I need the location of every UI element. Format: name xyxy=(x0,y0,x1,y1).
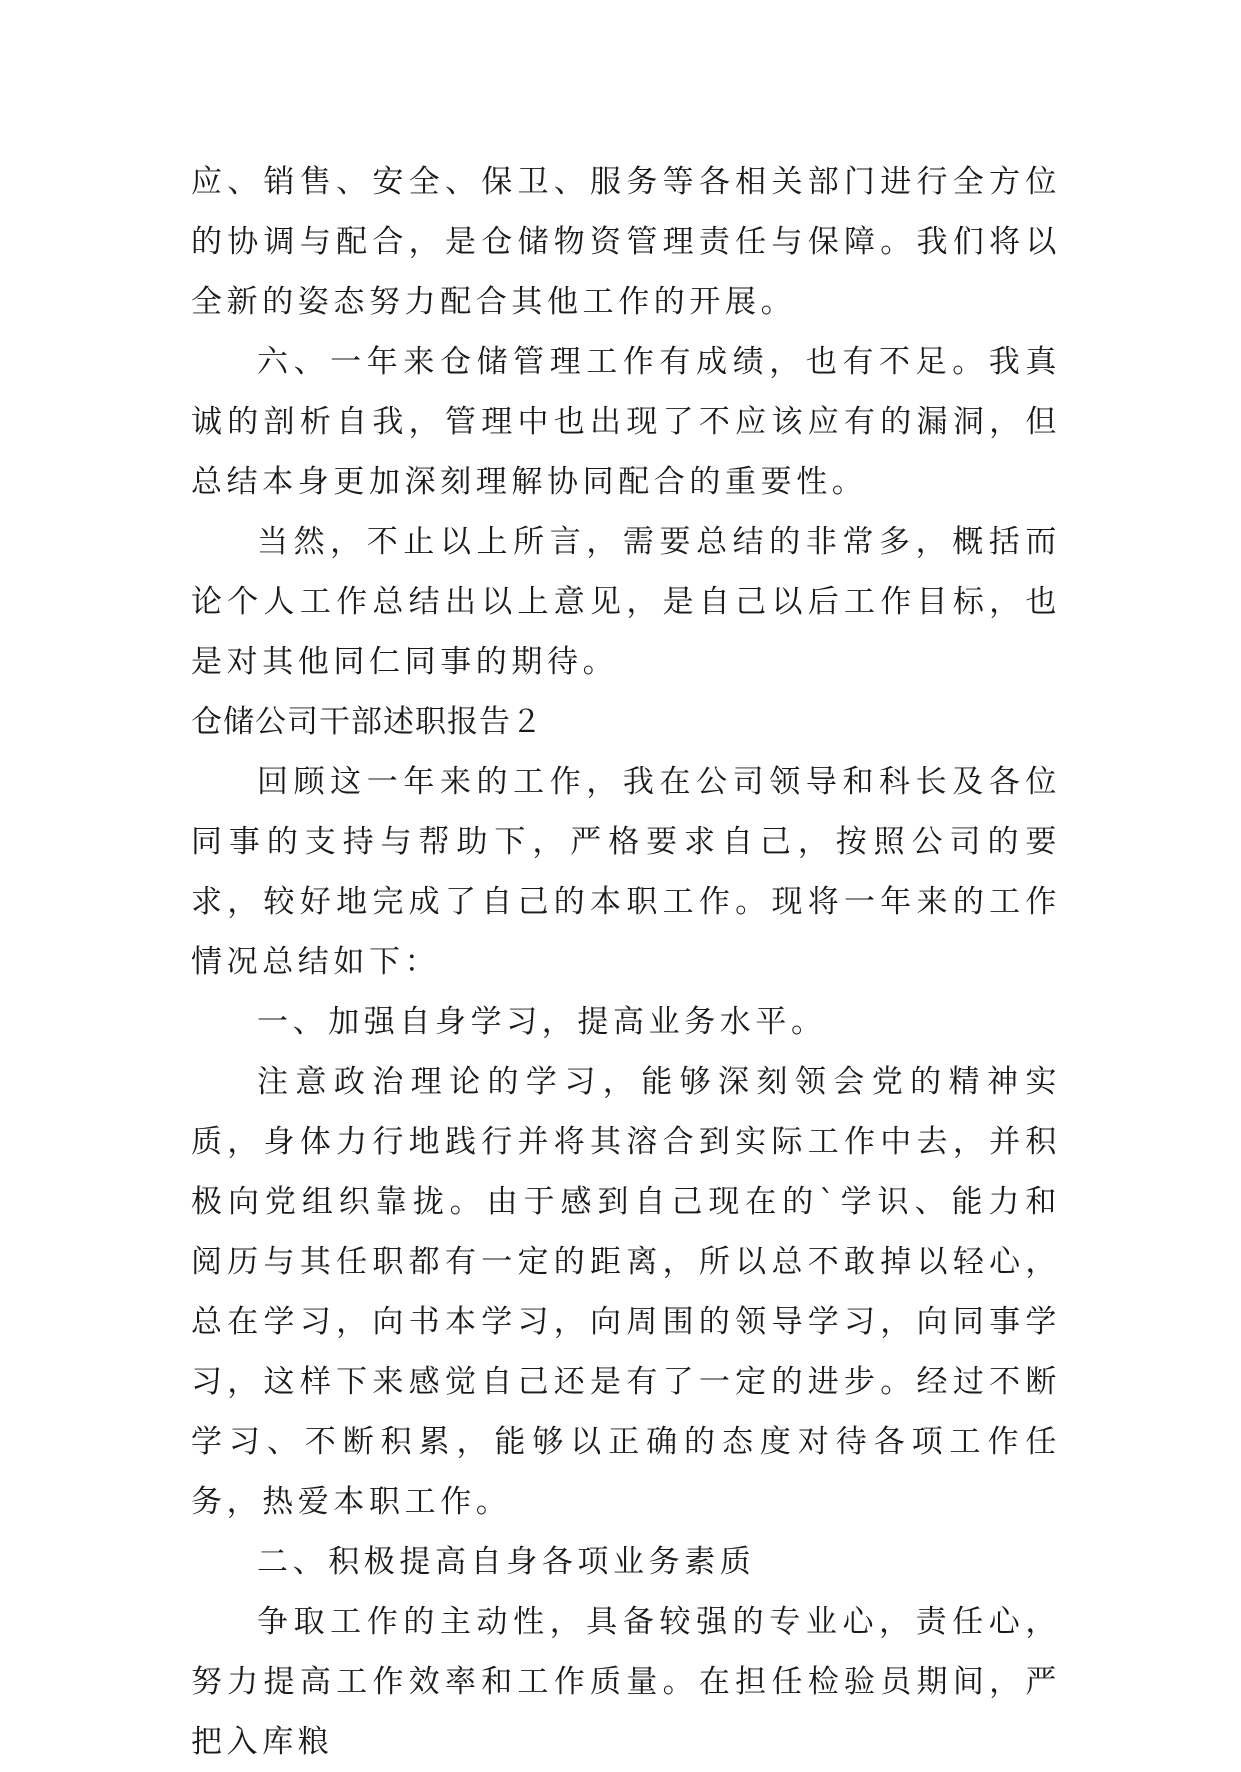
paragraph-section-six: 六、一年来仓储管理工作有成绩，也有不足。我真诚的剖析自我，管理中也出现了不应该应有的漏洞，但总结本身更加深刻理解协同配合的重要性。 xyxy=(191,344,1061,500)
section-heading-one: 一、加强自身学习，提高业务水平。 xyxy=(257,1004,827,1040)
paragraph-continuation: 应、销售、安全、保卫、服务等各相关部门进行全方位的协调与配合，是仓储物资管理责任与保障。我们将以全新的姿态努力配合其他工作的开展。 xyxy=(191,164,1061,320)
paragraph-closing: 当然，不止以上所言，需要总结的非常多，概括而论个人工作总结出以上意见，是自己以后工作目标，也是对其他同仁同事的期待。 xyxy=(191,524,1061,680)
document-body xyxy=(191,152,1061,1772)
section-heading-two: 二、积极提高自身各项业务素质 xyxy=(257,1544,756,1580)
paragraph-study: 注意政治理论的学习，能够深刻领会党的精神实质，身体力行地践行并将其溶合到实际工作中去，并积极向党组织靠拢。由于感到自己现在的`学识、能力和阅历与其任职都有一定的距离，所以总不敢掉以轻心，总在学习，向书本学习，向周围的领导学习，向同事学习，这样下来感觉自己还是有了一定的进步。经过不断学习、不断积累，能够以正确的态度对待各项工作任务，热爱本职工作。 xyxy=(191,1064,1061,1520)
paragraph-intro: 回顾这一年来的工作，我在公司领导和科长及各位同事的支持与帮助下，严格要求自己，按照公司的要求，较好地完成了自己的本职工作。现将一年来的工作情况总结如下： xyxy=(191,764,1061,980)
paragraph-quality: 争取工作的主动性，具备较强的专业心，责任心，努力提高工作效率和工作质量。在担任检验员期间，严把入库粮 xyxy=(191,1604,1061,1760)
report-title: 仓储公司干部述职报告２ xyxy=(191,704,543,740)
